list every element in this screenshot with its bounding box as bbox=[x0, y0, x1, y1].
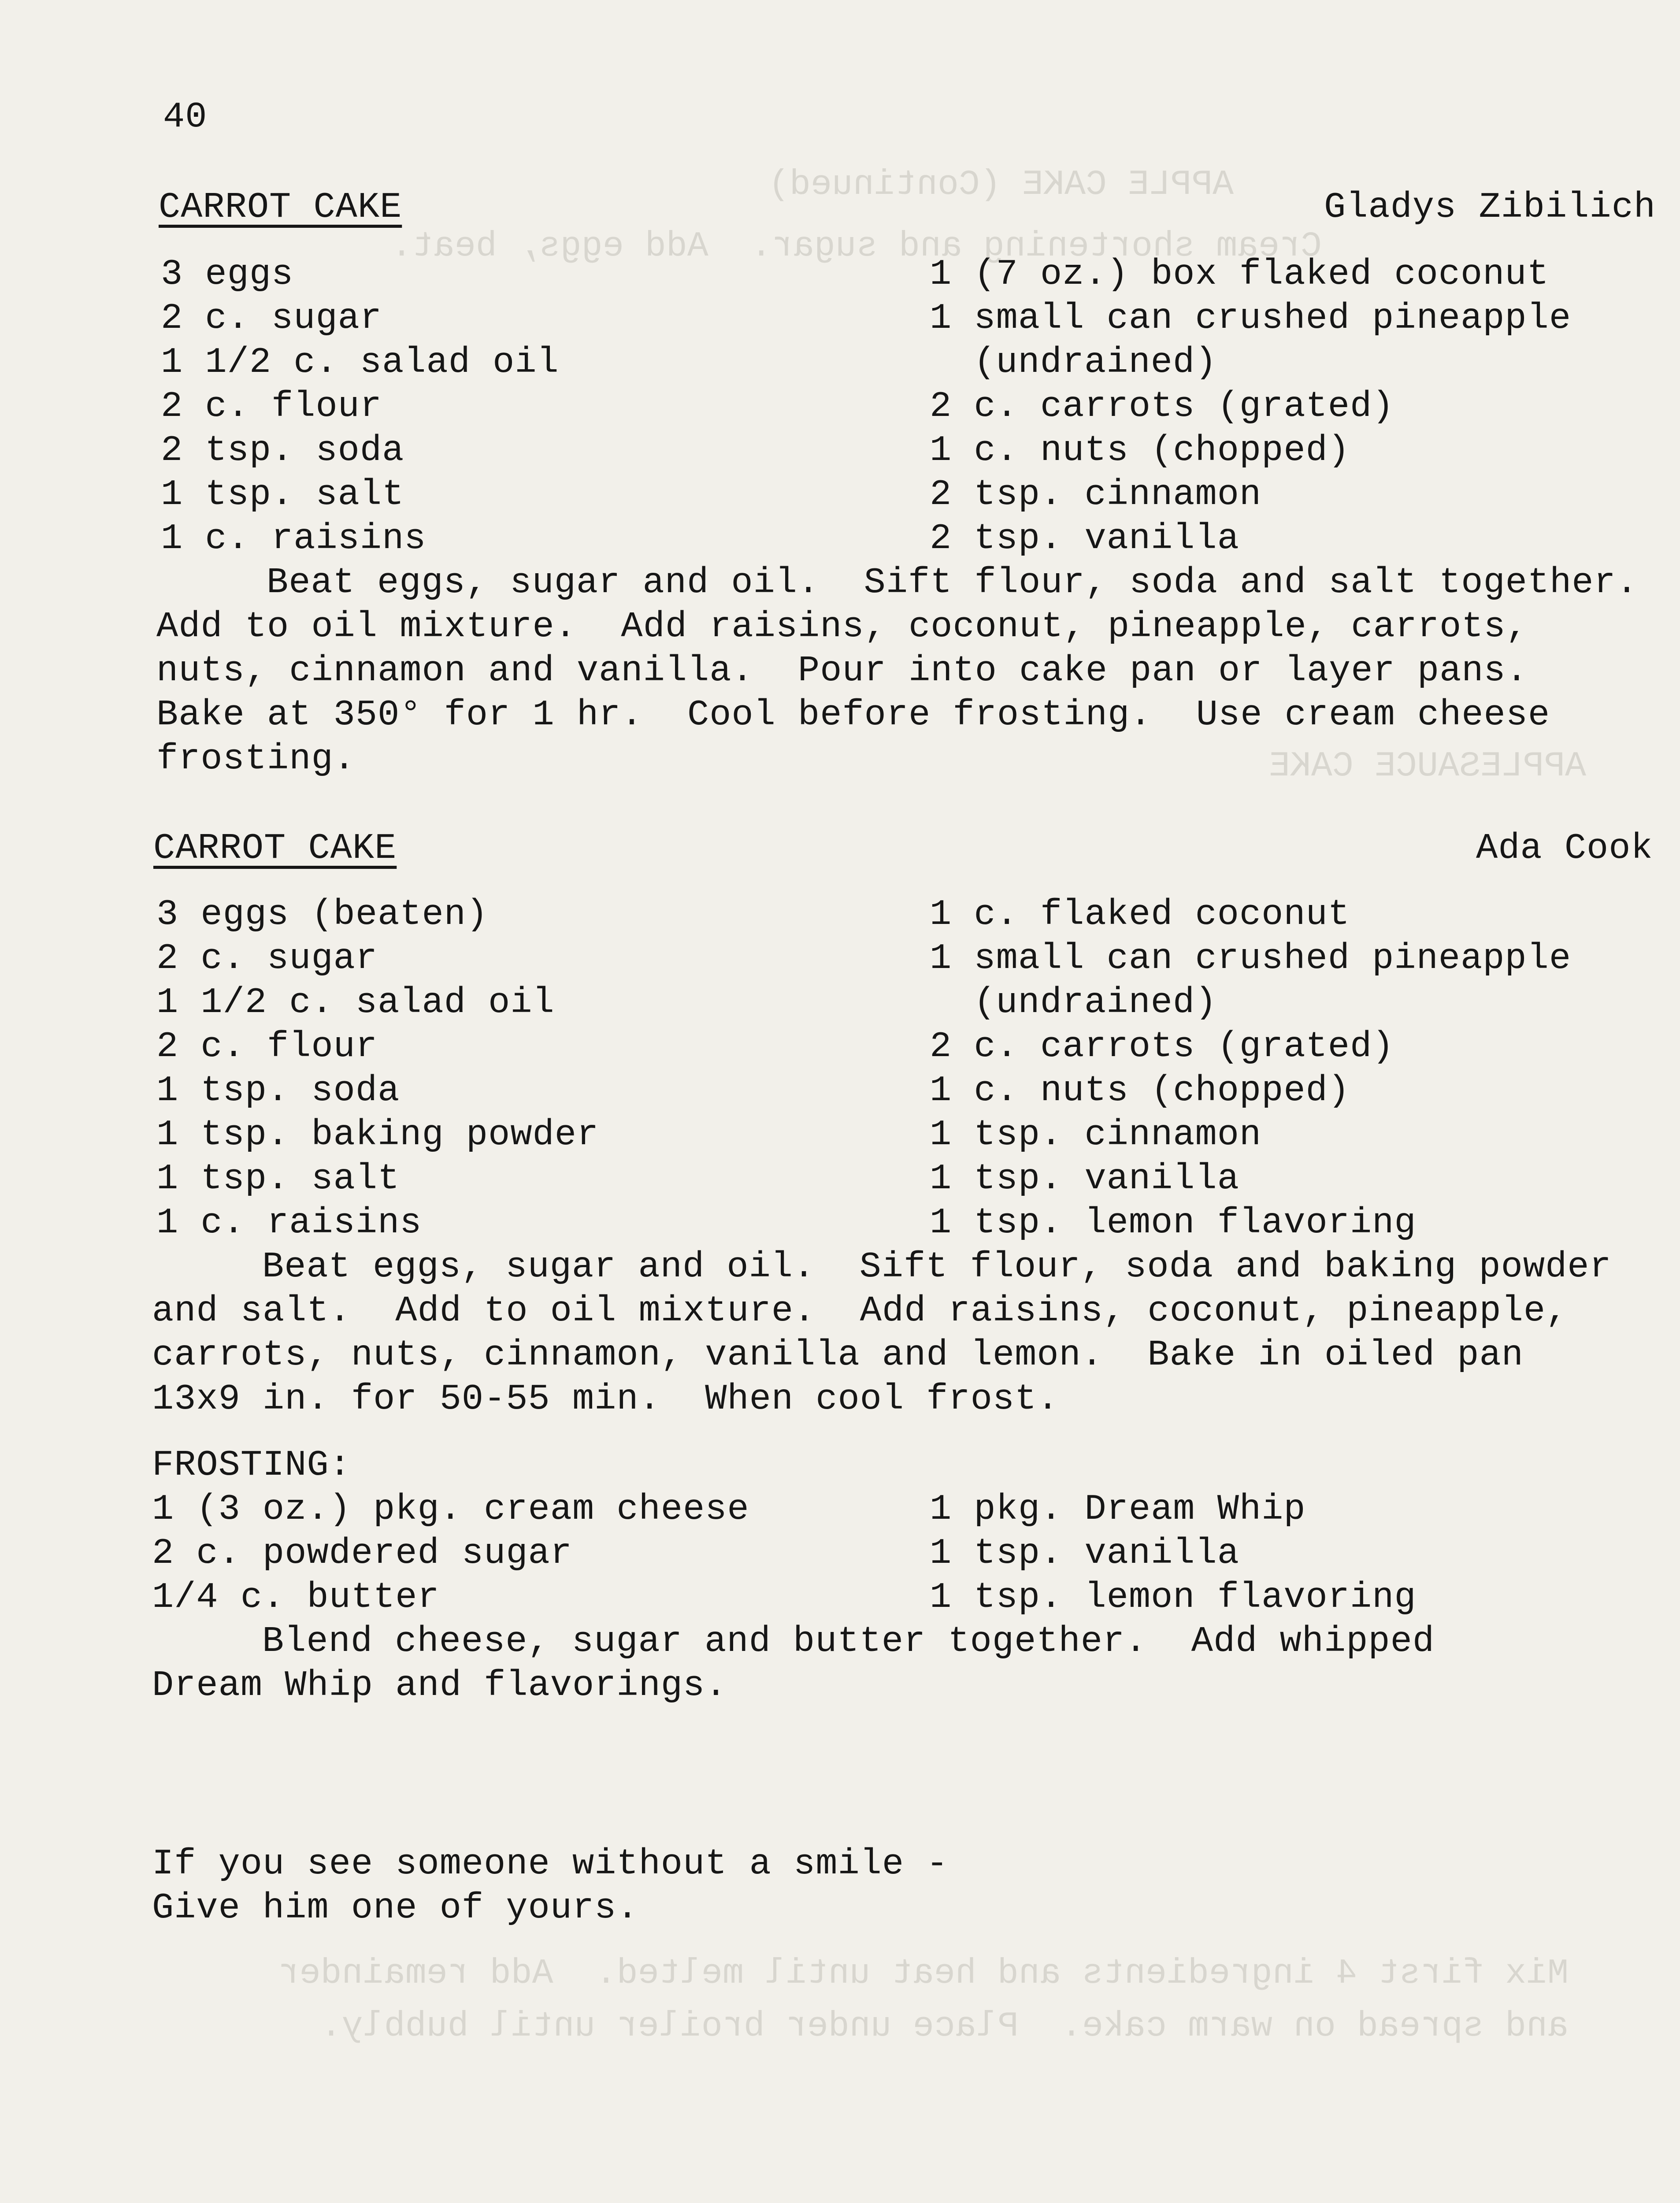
recipe-1-directions-line: frosting. bbox=[156, 738, 356, 779]
recipe-2-directions-line: Beat eggs, sugar and oil. Sift flour, soda and baking powder bbox=[262, 1246, 1612, 1287]
recipe-1-ingredient-left: 1 c. raisins bbox=[161, 518, 426, 559]
recipe-1-author: Gladys Zibilich bbox=[1324, 187, 1656, 228]
frosting-ingredient-right: 1 pkg. Dream Whip bbox=[930, 1489, 1306, 1530]
frosting-ingredient-left: 2 c. powdered sugar bbox=[152, 1533, 572, 1574]
recipe-1-ingredient-right: 1 (7 oz.) box flaked coconut bbox=[930, 254, 1549, 295]
recipe-2-directions-line: carrots, nuts, cinnamon, vanilla and lemon. Bake in oiled pan bbox=[152, 1335, 1524, 1376]
bleed-through-line: APPLE CAKE (Continued) bbox=[768, 165, 1234, 205]
recipe-2-ingredient-right: 1 tsp. lemon flavoring bbox=[930, 1202, 1417, 1243]
recipe-1-ingredient-right: 1 c. nuts (chopped) bbox=[930, 430, 1350, 471]
recipe-1-directions-line: Bake at 350° for 1 hr. Cool before frosting. Use cream cheese bbox=[156, 694, 1550, 735]
frosting-title: FROSTING: bbox=[152, 1445, 351, 1486]
recipe-1-ingredient-left: 1 tsp. salt bbox=[161, 474, 404, 515]
recipe-1-directions-line: Add to oil mixture. Add raisins, coconut, pineapple, carrots, bbox=[156, 606, 1528, 647]
recipe-2-ingredient-right: (undrained) bbox=[974, 982, 1217, 1023]
frosting-ingredient-left: 1 (3 oz.) pkg. cream cheese bbox=[152, 1489, 749, 1530]
recipe-2-ingredient-left: 1 c. raisins bbox=[156, 1202, 422, 1243]
recipe-2-ingredient-right: 1 c. flaked coconut bbox=[930, 894, 1350, 935]
recipe-2-ingredient-right: 1 tsp. vanilla bbox=[930, 1158, 1239, 1199]
frosting-ingredient-left: 1/4 c. butter bbox=[152, 1577, 440, 1618]
frosting-directions-line: Blend cheese, sugar and butter together. Add whipped bbox=[262, 1621, 1435, 1662]
frosting-ingredient-right: 1 tsp. vanilla bbox=[930, 1533, 1239, 1574]
recipe-1-title: CARROT CAKE bbox=[159, 187, 402, 228]
recipe-2-ingredient-left: 2 c. sugar bbox=[156, 938, 378, 979]
recipe-2-directions-line: 13x9 in. for 50-55 min. When cool frost. bbox=[152, 1379, 1059, 1420]
frosting-ingredient-right: 1 tsp. lemon flavoring bbox=[930, 1577, 1417, 1618]
recipe-1-ingredient-right: 2 c. carrots (grated) bbox=[930, 386, 1394, 427]
bleed-through-line: APPLESAUCE CAKE bbox=[1268, 746, 1586, 786]
recipe-2-ingredient-right: 1 small can crushed pineapple bbox=[930, 938, 1572, 979]
recipe-2-ingredient-right: 1 c. nuts (chopped) bbox=[930, 1070, 1350, 1111]
bleed-through-line: and spread on warm cake. Place under broiler until bubbly. bbox=[320, 2006, 1569, 2047]
recipe-1-directions-line: nuts, cinnamon and vanilla. Pour into cake pan or layer pans. bbox=[156, 650, 1528, 691]
recipe-2-ingredient-right: 1 tsp. cinnamon bbox=[930, 1114, 1262, 1155]
recipe-2-ingredient-left: 1 tsp. salt bbox=[156, 1158, 400, 1199]
recipe-1-ingredient-right: (undrained) bbox=[974, 342, 1217, 383]
recipe-1-ingredient-left: 2 c. flour bbox=[161, 386, 382, 427]
recipe-2-ingredient-left: 3 eggs (beaten) bbox=[156, 894, 489, 935]
page-number: 40 bbox=[163, 96, 208, 137]
recipe-2-author: Ada Cook bbox=[1476, 828, 1653, 869]
closing-quote-line: If you see someone without a smile - bbox=[152, 1843, 949, 1884]
recipe-1-ingredient-left: 3 eggs bbox=[161, 254, 294, 295]
recipe-1-ingredient-right: 1 small can crushed pineapple bbox=[930, 298, 1572, 339]
recipe-1-directions-line: Beat eggs, sugar and oil. Sift flour, soda and salt together. bbox=[267, 562, 1638, 603]
recipe-2-ingredient-left: 2 c. flour bbox=[156, 1026, 378, 1067]
recipe-2-ingredient-left: 1 1/2 c. salad oil bbox=[156, 982, 555, 1023]
recipe-1-ingredient-left: 2 tsp. soda bbox=[161, 430, 404, 471]
frosting-directions-line: Dream Whip and flavorings. bbox=[152, 1665, 727, 1706]
recipe-1-ingredient-right: 2 tsp. vanilla bbox=[930, 518, 1239, 559]
recipe-2-directions-line: and salt. Add to oil mixture. Add raisins, coconut, pineapple, bbox=[152, 1291, 1568, 1331]
recipe-2-title: CARROT CAKE bbox=[153, 828, 397, 869]
recipe-2-ingredient-left: 1 tsp. soda bbox=[156, 1070, 400, 1111]
closing-quote-line: Give him one of yours. bbox=[152, 1888, 639, 1929]
recipe-1-ingredient-left: 1 1/2 c. salad oil bbox=[161, 342, 559, 383]
recipe-2-ingredient-right: 2 c. carrots (grated) bbox=[930, 1026, 1394, 1067]
bleed-through-line: Mix first 4 ingredients and heat until melted. Add remainder bbox=[278, 1954, 1569, 1994]
recipe-1-ingredient-left: 2 c. sugar bbox=[161, 298, 382, 339]
recipe-2-ingredient-left: 1 tsp. baking powder bbox=[156, 1114, 599, 1155]
recipe-1-ingredient-right: 2 tsp. cinnamon bbox=[930, 474, 1262, 515]
bleed-through-line: Cream shortening and sugar. Add eggs, beat. bbox=[391, 226, 1322, 267]
